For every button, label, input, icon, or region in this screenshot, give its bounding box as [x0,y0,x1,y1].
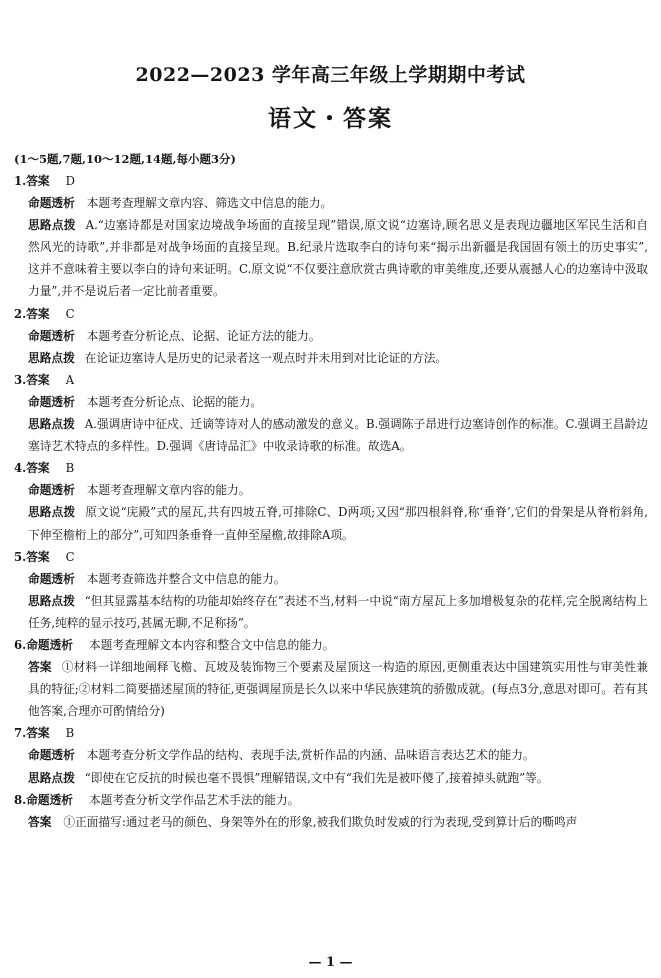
page-number: — 1 — [308,955,353,970]
question-8-analysis: 本题考查分析文学作品艺术手法的能力。 [88,792,300,807]
question-1-heading: 1.答案 D [14,174,75,188]
question-2-analysis: 命题透析 本题考查分析论点、论据、论证方法的能力。 [28,328,321,343]
question-5-answer: C [65,549,75,564]
question-3-hint: 思路点拨 A.强调唐诗中征戍、迁谪等诗对人的感动激发的意义。B.强调陈子昂进行边塞诗创作的标准。C.强调王昌龄边塞诗艺术特点的多样性。D.强调《唐诗品汇》中收录诗歌的标准。故选A。 [28,417,648,454]
question-3-analysis: 命题透析 本题考查分析论点、论据的能力。 [28,394,263,409]
question-1-analysis: 命题透析 本题考查理解文章内容、筛选文中信息的能力。 [28,196,333,211]
question-6-answer: 答案 ①材料一详细地阐释飞檐、瓦坡及装饰物三个要素及屋顶这一构造的原因,更侧重表达中国建筑实用性与审美性兼具的特征;②材料二简要描述屋顶的特征,更强调屋顶是长久以来中华民族建筑的骄傲成就。(每点3分,意思对即可。若有其他答案,合理亦可酌情给分) [28,660,648,719]
question-2-hint: 思路点拨 在论证边塞诗人是历史的记录者这一观点时并未用到对比论证的方法。 [28,350,448,365]
question-7-analysis: 命题透析 本题考查分析文学作品的结构、表现手法,赏析作品的内涵、品味语言表达艺术的能力。 [28,748,535,763]
question-2-heading: 2.答案 C [14,306,75,321]
question-8-heading: 8.命题透析 本题考查分析文学作品艺术手法的能力。 [14,792,300,807]
question-7-hint: 思路点拨 “即使在它反抗的时候也毫不畏惧”理解错误,文中有“我们先是被吓傻了,接着掉头就跑”等。 [28,770,549,785]
question-3-answer: A [65,372,75,387]
question-7-answer: B [65,726,75,741]
answer-list [14,170,648,833]
question-6-heading: 6.命题透析 本题考查理解文本内容和整合文中信息的能力。 [14,637,335,652]
scoring-note: (1～5题,7题,10～12题,14题,每小题3分) [14,152,236,166]
page-title: 2022—2023 学年高三年级上学期期中考试 [135,64,526,86]
page-subtitle: 语文・答案 [268,105,393,132]
question-8-answer: 答案 ①正面描写:通过老马的颜色、身架等外在的形象,被我们欺负时发威的行为表现,受到算计后的嘶鸣声 [28,814,578,829]
question-4-analysis: 命题透析 本题考查理解文章内容的能力。 [28,483,251,498]
question-1-answer: D [65,174,75,188]
question-7-heading: 7.答案 B [14,726,75,741]
question-6-analysis: 本题考查理解文本内容和整合文中信息的能力。 [88,637,335,652]
question-4-hint: 思路点拨 原文说“庑殿”式的屋瓦,共有四坡五脊,可排除C、D两项;又因“那四根斜脊,称‘垂脊’,它们的骨架是从脊桁斜角,下伸至檐桁上的部分”,可知四条垂脊一直伸至屋檐,故排除A项。 [28,505,648,542]
question-5-heading: 5.答案 C [14,549,75,564]
question-4-answer: B [65,461,75,476]
question-2-answer: C [65,306,75,321]
question-3-heading: 3.答案 A [14,372,75,387]
question-4-heading: 4.答案 B [14,461,75,476]
question-5-hint: 思路点拨 “但其显露基本结构的功能却始终存在”表述不当,材料一中说“南方屋瓦上多加增极复杂的花样,完全脱离结构上任务,纯粹的显示技巧,甚属无聊,不足称扬”。 [28,593,648,630]
question-1-hint: 思路点拨 A.“边塞诗都是对国家边境战争场面的直接呈现”错误,原文说“边塞诗,顾名思义是表现边疆地区军民生活和自然风光的诗歌”,并非都是对战争场面的直接呈现。B.纪录片选取李白的诗句来“揭示出新疆是我国固有领土的历史事实”,这并不意味着主要以李白的诗句来证明。C.原文说“不仅要注意欣赏古典诗歌的审美维度,还要从震撼人心的边塞诗中汲取力量”,并不是说后者一定比前者重要。 [28,218,648,299]
question-5-analysis: 命题透析 本题考查筛选并整合文中信息的能力。 [28,571,286,586]
